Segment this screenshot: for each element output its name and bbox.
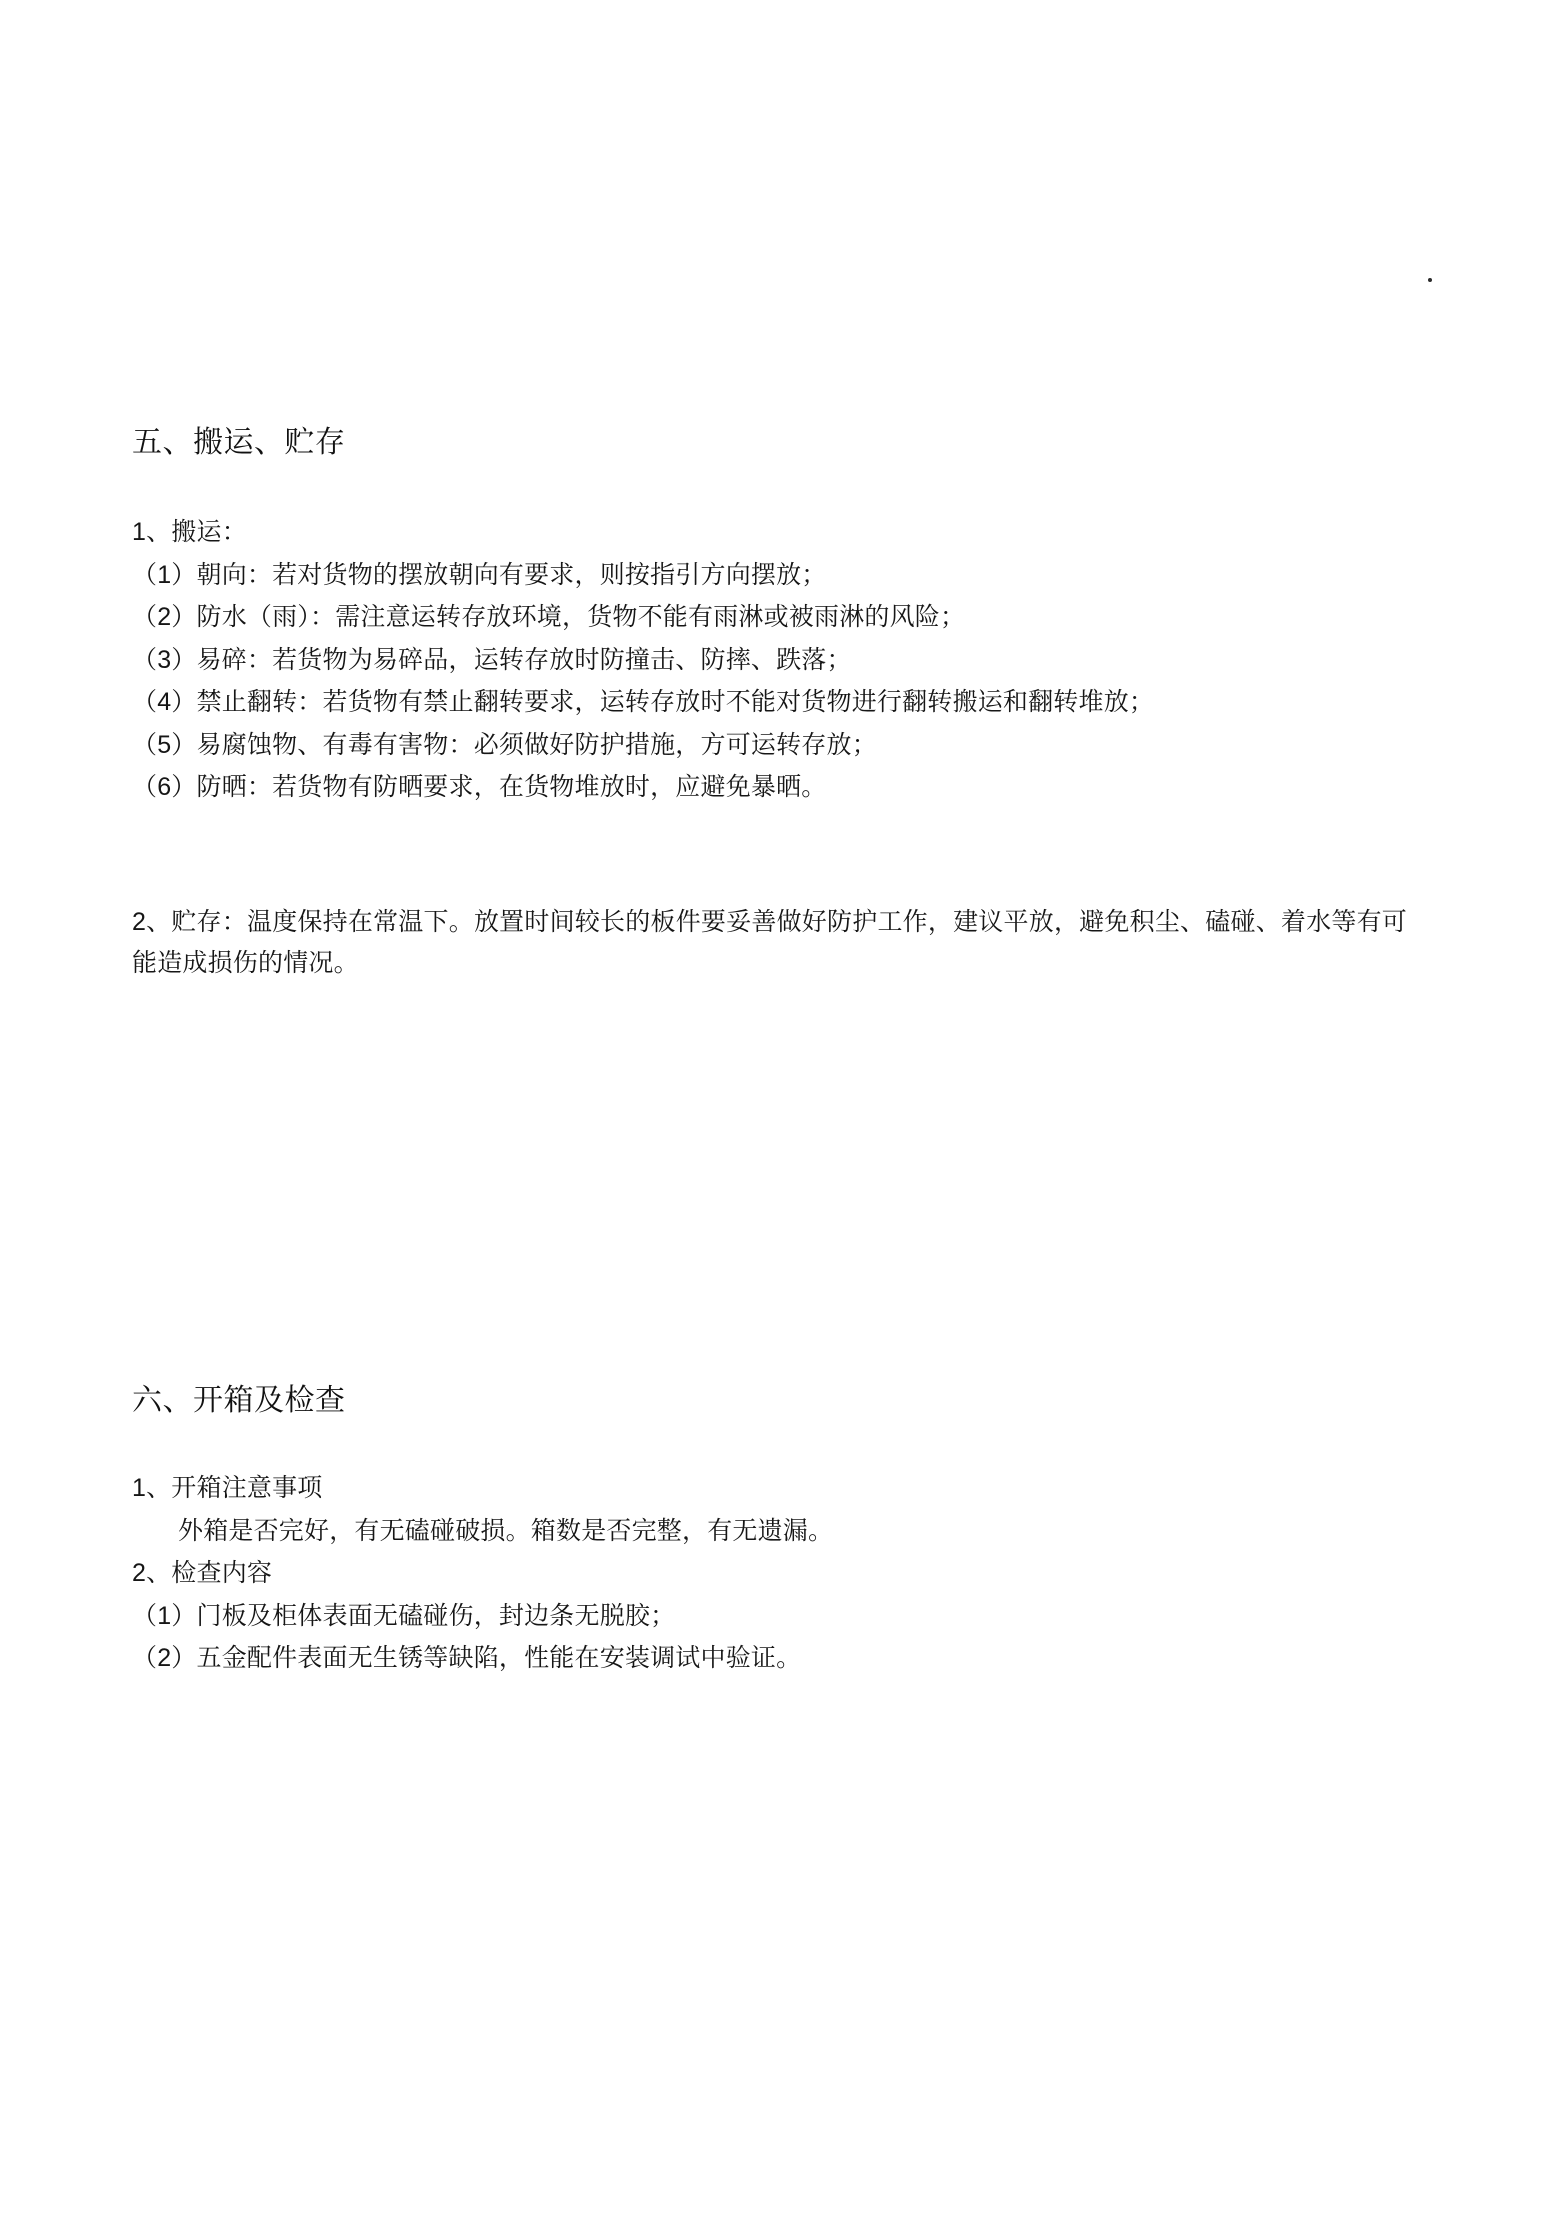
section-five-lead: 1、搬运： [132, 518, 247, 546]
list-item: （1）朝向：若对货物的摆放朝向有要求，则按指引方向摆放； [132, 560, 827, 589]
section-five-heading: 五、搬运、贮存 [132, 426, 346, 459]
list-item: （4）禁止翻转：若货物有禁止翻转要求，运转存放时不能对货物进行翻转搬运和翻转堆放； [132, 688, 1155, 716]
list-item: （5）易腐蚀物、有毒有害物：必须做好防护措施，方可运转存放； [132, 730, 877, 759]
list-item: （2）防水（雨）：需注意运转存放环境，货物不能有雨淋或被雨淋的风险； [132, 603, 966, 631]
section-five-list-block [132, 512, 1422, 808]
unpacking-lead: 1、开箱注意事项 [132, 1474, 323, 1502]
page-dot-mark [1428, 278, 1432, 282]
list-item: （3）易碎：若货物为易碎品，运转存放时防撞击、防摔、跌落； [132, 645, 852, 674]
section-five-storage-block [132, 902, 1407, 983]
section-five-heading-block [132, 420, 346, 465]
list-item: （2）五金配件表面无生锈等缺陷，性能在安装调试中验证。 [132, 1644, 802, 1672]
unpacking-detail: 外箱是否完好，有无磕碰破损。箱数是否完整，有无遗漏。 [178, 1516, 834, 1545]
list-item: （6）防晒：若货物有防晒要求，在货物堆放时，应避免暴晒。 [132, 773, 827, 801]
list-item: （1）门板及柜体表面无磕碰伤，封边条无脱胶； [132, 1601, 676, 1630]
section-six-heading: 六、开箱及检查 [132, 1384, 346, 1417]
storage-paragraph: 2、贮存：温度保持在常温下。放置时间较长的板件要妥善做好防护工作，建议平放，避免积尘、磕碰、着水等有可能造成损伤的情况。 [132, 908, 1407, 977]
inspection-lead: 2、检查内容 [132, 1559, 273, 1587]
section-six-list-block [132, 1468, 1422, 1679]
section-six-heading-block [132, 1378, 346, 1423]
